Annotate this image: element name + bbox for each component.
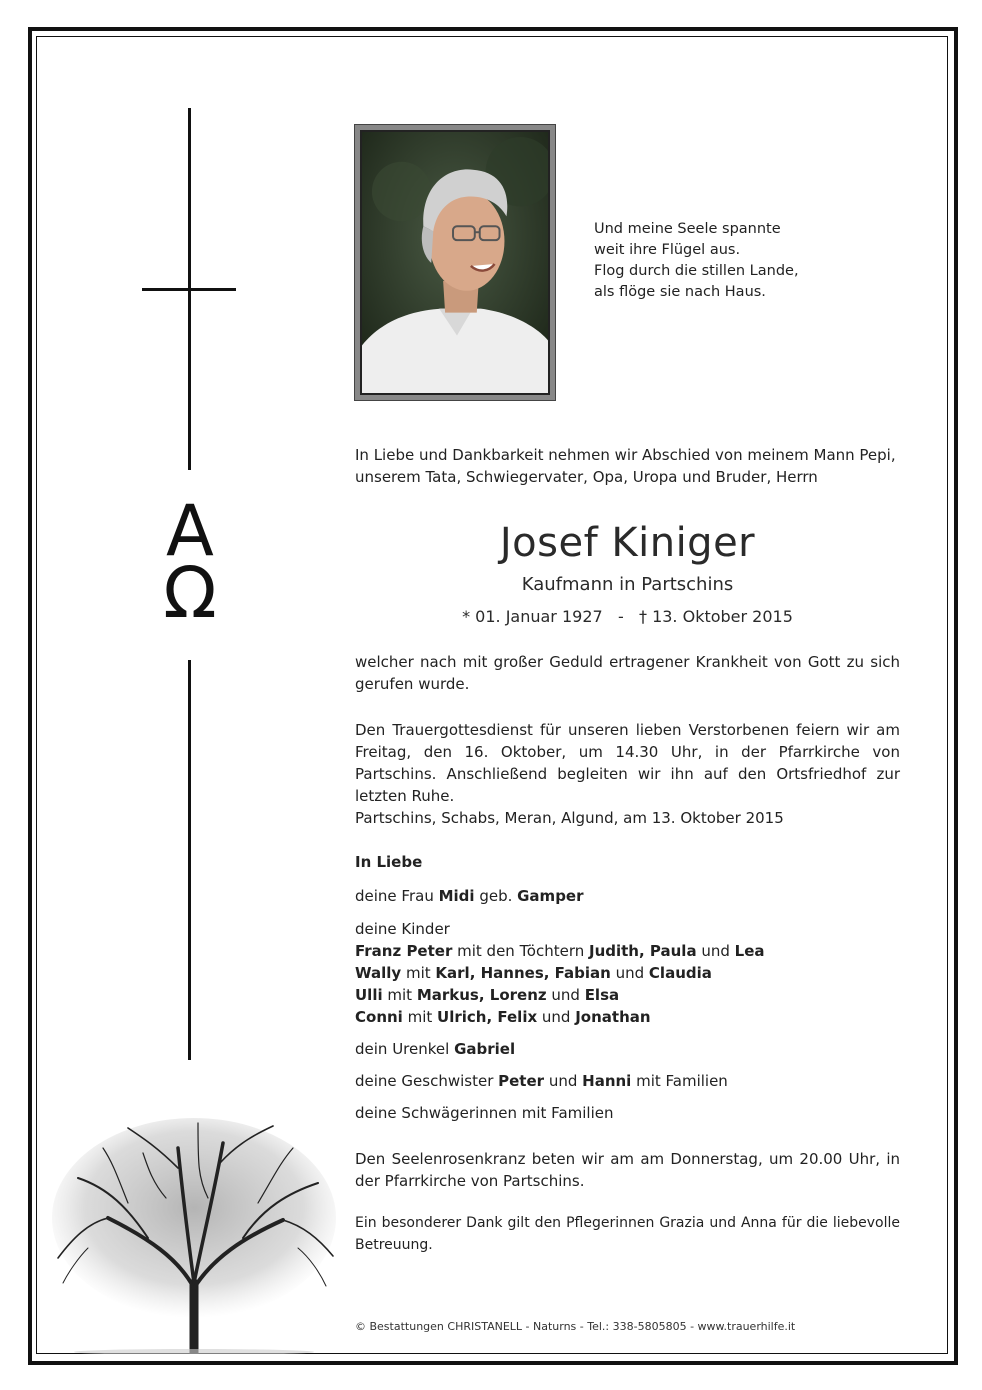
name-bold: Markus, Lorenz bbox=[416, 986, 547, 1004]
name-bold: Midi bbox=[438, 887, 475, 905]
name-bold: Conni bbox=[355, 1008, 403, 1026]
name-bold: Hanni bbox=[582, 1072, 632, 1090]
portrait-photo bbox=[360, 130, 550, 395]
text-segment: mit bbox=[382, 986, 417, 1004]
name-bold: Peter bbox=[498, 1072, 545, 1090]
poem-line: weit ihre Flügel aus. bbox=[594, 242, 741, 258]
children-label: deine Kinder bbox=[355, 920, 450, 938]
child-line bbox=[355, 962, 900, 984]
text-segment: deine Geschwister bbox=[355, 1072, 499, 1090]
cross-icon-bar bbox=[142, 288, 236, 291]
portrait-frame bbox=[354, 124, 556, 401]
name-bold: Ulrich, Felix bbox=[437, 1008, 538, 1026]
life-dates: * 01. Januar 1927 - † 13. Oktober 2015 bbox=[462, 607, 793, 626]
text-segment: mit Familien bbox=[631, 1072, 728, 1090]
deceased-profession: Kaufmann in Partschins bbox=[521, 574, 734, 595]
intro-line: unserem Tata, Schwiegervater, Opa, Uropa und Bruder, Herrn bbox=[355, 468, 818, 486]
footer-credit: © Bestattungen CHRISTANELL - Naturns - Tel.: 338-5805805 - www.trauerhilfe.it bbox=[355, 1320, 796, 1333]
vertical-line bbox=[188, 660, 191, 1060]
name-bold: Jonathan bbox=[575, 1008, 651, 1026]
poem-line: Flog durch die stillen Lande, bbox=[594, 263, 799, 279]
poem bbox=[594, 219, 854, 303]
place-date: Partschins, Schabs, Meran, Algund, am 13. Oktober 2015 bbox=[355, 809, 784, 827]
omega-symbol: Ω bbox=[163, 552, 217, 634]
deceased-name: Josef Kiniger bbox=[499, 520, 756, 566]
service-paragraph: Den Trauergottesdienst für unseren lieben Verstorbenen feiern wir am Freitag, den 16. Oktober, um 14.30 Uhr, in der Pfarrkirche von Partschins. Anschließend begleiten wir ihn auf den Ortsfriedhof zur letzten Ruhe. bbox=[355, 721, 900, 805]
mourner-wife bbox=[355, 885, 900, 907]
name-bold: Wally bbox=[355, 964, 402, 982]
name-bold: Judith, Paula bbox=[589, 942, 697, 960]
alpha-symbol: A bbox=[166, 490, 214, 572]
name-bold: Gabriel bbox=[454, 1040, 516, 1058]
child-line bbox=[355, 1006, 900, 1028]
mourners-heading-wrap bbox=[355, 851, 900, 873]
poem-line: Und meine Seele spannte bbox=[594, 221, 781, 237]
name-bold: Lea bbox=[734, 942, 765, 960]
text-segment: und bbox=[696, 942, 735, 960]
name-bold: Gamper bbox=[517, 887, 584, 905]
text-segment: dein Urenkel bbox=[355, 1040, 455, 1058]
intro-line: In Liebe und Dankbarkeit nehmen wir Abschied von meinem Mann Pepi, bbox=[355, 446, 896, 464]
tree-icon bbox=[48, 1108, 340, 1354]
mourner-greatgrandchild bbox=[355, 1038, 900, 1060]
text-segment: geb. bbox=[474, 887, 518, 905]
thanks-paragraph: Ein besonderer Dank gilt den Pflegerinnen Grazia und Anna für die liebevolle Betreuung. bbox=[355, 1215, 900, 1253]
text-segment: deine Frau bbox=[355, 887, 439, 905]
text-segment: mit bbox=[402, 1008, 438, 1026]
name-bold: Karl, Hannes, Fabian bbox=[435, 964, 611, 982]
mourner-sisters-in-law: deine Schwägerinnen mit Familien bbox=[355, 1104, 614, 1122]
child-line bbox=[355, 940, 900, 962]
intro-text bbox=[355, 444, 900, 488]
name-bold: Franz Peter bbox=[355, 942, 453, 960]
text-segment: mit den Töchtern bbox=[452, 942, 589, 960]
rosary-paragraph: Den Seelenrosenkranz beten wir am am Donnerstag, um 20.00 Uhr, in der Pfarrkirche von Partschins. bbox=[355, 1150, 900, 1190]
child-line bbox=[355, 984, 900, 1006]
text-segment: und bbox=[546, 986, 585, 1004]
text-segment: und bbox=[610, 964, 649, 982]
illness-paragraph: welcher nach mit großer Geduld ertragener Krankheit von Gott zu sich gerufen wurde. bbox=[355, 653, 900, 693]
text-segment: und bbox=[537, 1008, 576, 1026]
mourners-heading: In Liebe bbox=[355, 853, 423, 871]
text-segment: und bbox=[544, 1072, 583, 1090]
text-segment: mit bbox=[401, 964, 436, 982]
mourner-children bbox=[355, 918, 900, 1028]
name-bold: Elsa bbox=[584, 986, 620, 1004]
mourner-siblings bbox=[355, 1070, 900, 1092]
poem-line: als flöge sie nach Haus. bbox=[594, 284, 766, 300]
name-bold: Ulli bbox=[355, 986, 383, 1004]
name-bold: Claudia bbox=[648, 964, 712, 982]
